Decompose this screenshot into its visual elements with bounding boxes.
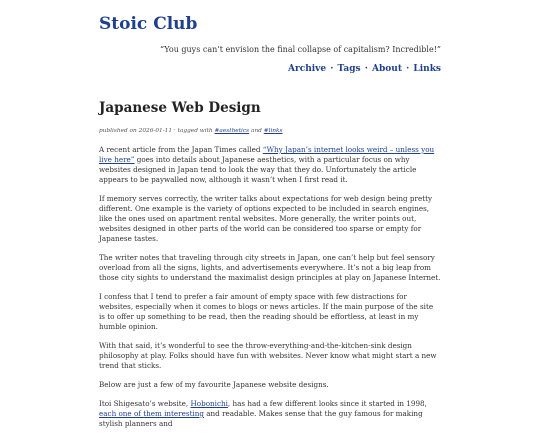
hobonichi-link[interactable]: Hobonichi — [190, 399, 228, 408]
paragraph-3: The writer notes that traveling through city streets in Japan, one can’t help but feel sensory overload from all the signs, lights, and advertisements everywhere. It’s not a big leap from those city sights to understand the maximalist design principles at play on Japanese Internet. — [99, 253, 441, 282]
paragraph-4: I confess that I tend to prefer a fair amount of empty space with few distractions for websites, especially when it comes to blogs or news articles. If the main purpose of the site is to offer up something to be read, then the reading should be effortless, at least in my humble opinion. — [99, 292, 434, 331]
nav-links-link[interactable]: Links — [413, 64, 441, 74]
meta-prefix: published on — [99, 128, 137, 134]
post-title: Japanese Web Design — [99, 100, 261, 116]
paragraph-7 — [99, 399, 441, 429]
post-date: 2026-01-11 — [138, 128, 173, 134]
post-meta — [99, 128, 283, 134]
p7-text-middle: , has had a few different looks since it started in 1998, — [227, 399, 427, 408]
site-tagline: “You guys can’t envision the final collapse of capitalism? Incredible!” — [159, 45, 441, 54]
nav-separator: · — [330, 64, 334, 74]
tag-aesthetics-link[interactable]: #aesthetics — [214, 128, 250, 134]
site-nav — [288, 64, 441, 74]
p1-text-after: goes into details about Japanese aesthetics, with a particular focus on why websites designed in Japan tend to look the way that they do. Unfortunately the article appears to be paywalled now, although it wasn’t when I first read it. — [99, 155, 417, 184]
site-title-link[interactable]: Stoic Club — [99, 14, 198, 34]
p1-text-before: A recent article from the Japan Times called — [99, 145, 263, 154]
paragraph-5: With that said, it’s wonderful to see the throw-everything-and-the-kitchen-sink design philosophy at play. Folks should have fun with websites. Never know what might start a new trend that sticks. — [99, 341, 437, 370]
nav-separator: · — [364, 64, 368, 74]
post-content — [99, 145, 441, 438]
nav-tags-link[interactable]: Tags — [337, 64, 361, 74]
paragraph-6: Below are just a few of my favourite Japanese website designs. — [99, 380, 329, 389]
meta-tagged-text: · tagged with — [173, 128, 213, 134]
meta-and-text: and — [250, 128, 262, 134]
tag-links-link[interactable]: #links — [263, 128, 283, 134]
nav-separator: · — [406, 64, 410, 74]
paragraph-1 — [99, 145, 441, 185]
p7-text-after: and readable. Makes sense that the guy famous for making stylish planners and — [99, 409, 423, 428]
nav-archive-link[interactable]: Archive — [288, 64, 327, 74]
japan-times-article-link[interactable]: “Why Japan’s internet looks weird – unless you live here” — [99, 145, 435, 164]
each-one-interesting-link[interactable]: each one of them interesting — [99, 409, 204, 418]
p7-text-before: Itoi Shigesato’s website, — [99, 399, 191, 408]
paragraph-2: If memory serves correctly, the writer talks about expectations for web design being pretty different. One example is the variety of options expected to be included in search engines, like the ones used on apartment rental websites. More generally, the writer points out, websites designed in other parts of the world can be considered too sparse or empty for Japanese tastes. — [99, 194, 433, 243]
nav-about-link[interactable]: About — [372, 64, 402, 74]
